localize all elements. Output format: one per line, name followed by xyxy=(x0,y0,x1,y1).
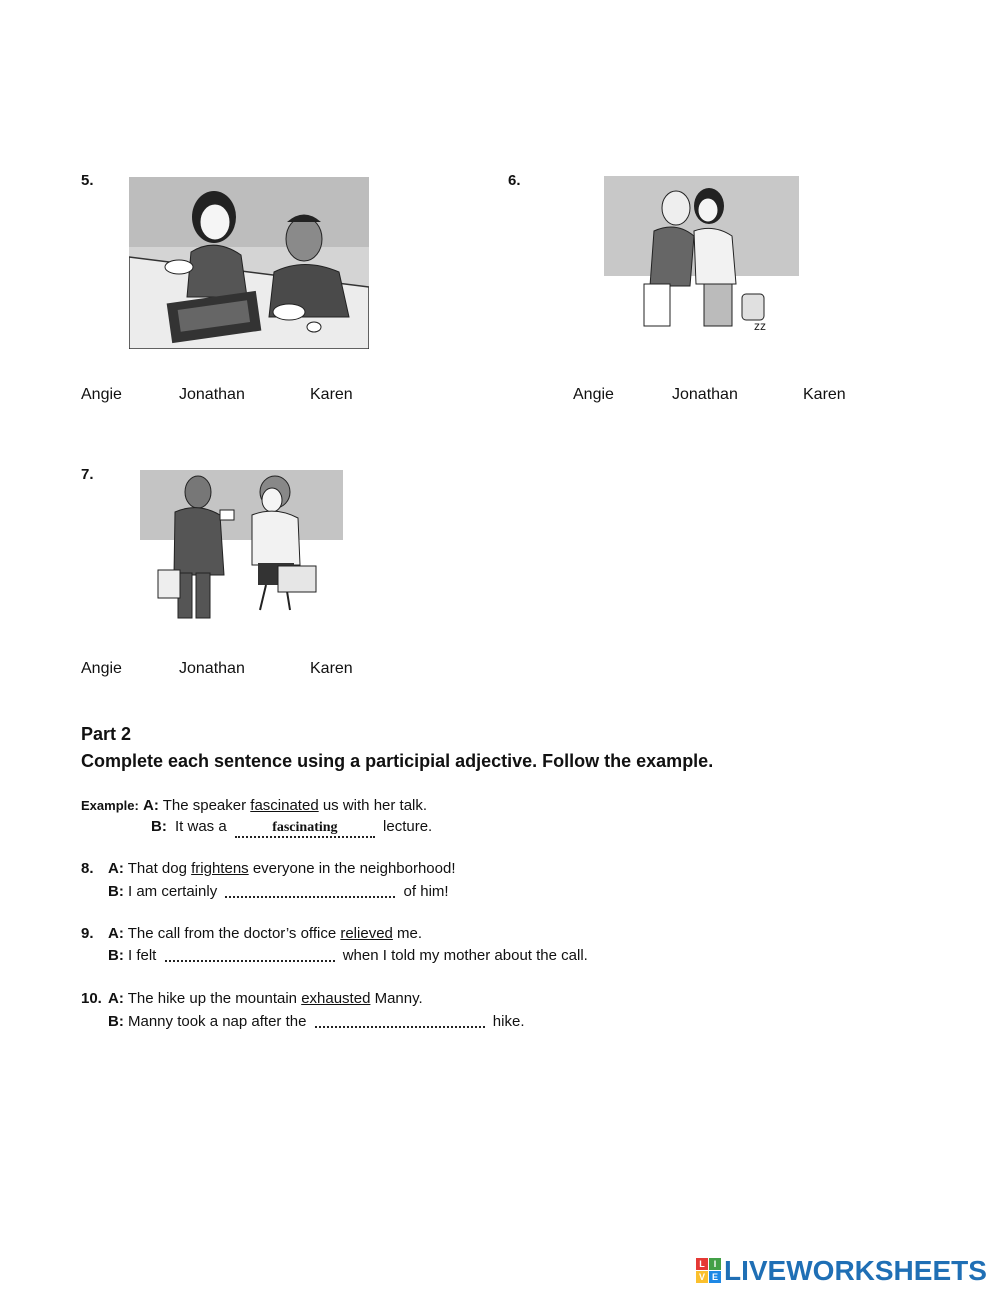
logo-block-letter: V xyxy=(696,1271,708,1283)
example-answer: fascinating xyxy=(235,820,375,838)
question-number: 5. xyxy=(81,172,94,189)
sentence-text: That dog xyxy=(127,860,187,877)
sentence-text: us with her talk. xyxy=(322,797,428,814)
sentence-text: Manny took a nap after the xyxy=(128,1013,307,1030)
sentence-text: me. xyxy=(397,925,423,942)
name-option-karen[interactable]: Karen xyxy=(803,386,846,403)
underlined-verb: relieved xyxy=(340,925,393,942)
logo-blocks-icon xyxy=(696,1258,722,1284)
greeting-scene-image xyxy=(604,176,799,334)
business-meeting-illustration xyxy=(140,470,343,630)
name-option-angie[interactable]: Angie xyxy=(81,660,122,677)
logo-block-letter: E xyxy=(709,1271,721,1283)
part-instruction: Complete each sentence using a participial adjective. Follow the example. xyxy=(81,751,714,771)
sentence-text: hike. xyxy=(492,1013,525,1030)
question-number: 10. xyxy=(81,990,102,1007)
logo-block-letter: I xyxy=(709,1258,721,1270)
liveworksheets-logo[interactable] xyxy=(696,1256,987,1286)
answer-blank-9[interactable] xyxy=(165,946,335,962)
speaker-a-label: A: xyxy=(142,797,159,814)
sentence-text: when I told my mother about the call. xyxy=(342,947,588,964)
underlined-verb: frightens xyxy=(191,860,249,877)
logo-block-letter: L xyxy=(696,1258,708,1270)
speaker-b-label: B: xyxy=(108,883,124,900)
example-label: Example: xyxy=(81,798,139,813)
name-option-jonathan[interactable]: Jonathan xyxy=(179,660,245,677)
part-heading: Part 2 xyxy=(81,724,132,744)
sentence-text: I am certainly xyxy=(128,883,218,900)
example-line-a xyxy=(81,797,427,814)
speaker-a-label: A: xyxy=(108,860,124,877)
speaker-a-label: A: xyxy=(108,925,124,942)
speaker-b-label: B: xyxy=(108,1013,124,1030)
svg-text:zz: zz xyxy=(754,319,766,333)
question-number: 6. xyxy=(508,172,521,189)
sentence-text: The call from the doctor’s office xyxy=(127,925,337,942)
question-number: 7. xyxy=(81,466,94,483)
name-option-jonathan[interactable]: Jonathan xyxy=(672,386,738,403)
underlined-verb: exhausted xyxy=(301,990,371,1007)
underlined-verb: fascinated xyxy=(250,797,319,814)
business-meeting-scene-image xyxy=(140,470,343,630)
question-number: 9. xyxy=(81,925,94,942)
question-8-line-b xyxy=(108,882,449,900)
sentence-text: of him! xyxy=(403,883,449,900)
speaker-b-label: B: xyxy=(108,947,124,964)
sentence-text: lecture. xyxy=(383,818,433,835)
question-number: 8. xyxy=(81,860,94,877)
answer-blank-8[interactable] xyxy=(225,882,395,898)
greeting-scene-illustration xyxy=(604,176,799,334)
speaker-a-label: A: xyxy=(108,990,124,1007)
sentence-text: The speaker xyxy=(162,797,247,814)
name-option-karen[interactable]: Karen xyxy=(310,386,353,403)
question-9-line-b xyxy=(108,946,588,964)
name-option-angie[interactable]: Angie xyxy=(81,386,122,403)
example-line-b xyxy=(151,818,432,838)
sentence-text: everyone in the neighborhood! xyxy=(252,860,456,877)
question-9-line-a xyxy=(81,925,422,942)
dinner-scene-image xyxy=(129,177,369,349)
name-option-jonathan[interactable]: Jonathan xyxy=(179,386,245,403)
sentence-text: The hike up the mountain xyxy=(127,990,298,1007)
question-10-line-a xyxy=(81,990,423,1007)
sentence-text: I felt xyxy=(128,947,157,964)
dinner-scene-illustration xyxy=(129,177,369,349)
name-option-angie[interactable]: Angie xyxy=(573,386,614,403)
sentence-text: It was a xyxy=(175,818,227,835)
question-8-line-a xyxy=(81,860,456,877)
sentence-text: Manny. xyxy=(374,990,423,1007)
logo-wordmark: LIVEWORKSHEETS xyxy=(724,1255,987,1286)
name-option-karen[interactable]: Karen xyxy=(310,660,353,677)
answer-blank-10[interactable] xyxy=(315,1012,485,1028)
question-10-line-b xyxy=(108,1012,524,1030)
speaker-b-label: B: xyxy=(151,818,167,835)
